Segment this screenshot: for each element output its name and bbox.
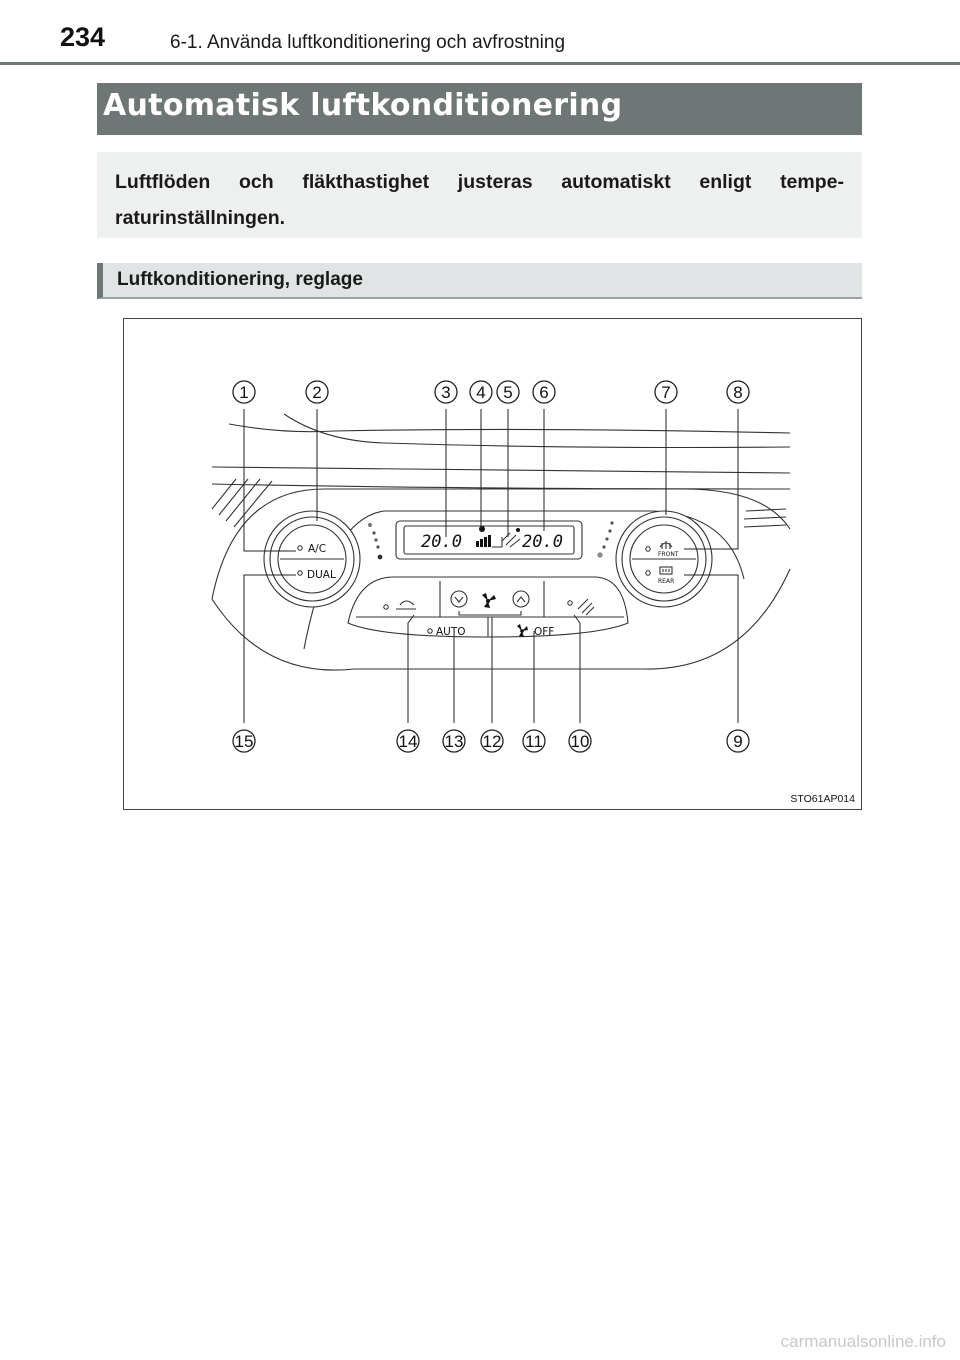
callout-3: [435, 381, 457, 403]
fan-down-icon: [451, 591, 467, 607]
rear-defrost-label: REAR: [658, 578, 675, 585]
front-defrost-label: FRONT: [658, 551, 679, 558]
callout-2: [306, 381, 328, 403]
vent-right: [744, 509, 786, 527]
callout-6: [533, 381, 555, 403]
callout-8: [727, 381, 749, 403]
svg-text:15: 15: [234, 732, 254, 751]
svg-text:4: 4: [476, 383, 486, 402]
watermark: carmanualsonline.info: [780, 1332, 946, 1351]
auto-button-label: AUTO: [436, 626, 466, 638]
svg-text:5: 5: [503, 383, 513, 402]
section-banner: [97, 83, 862, 135]
vent-left: [212, 479, 272, 527]
subsection-title: Luftkonditionering, reglage: [117, 269, 363, 290]
dash-line-mid2: [212, 484, 790, 489]
dash-line-mid: [212, 467, 790, 473]
callout-10: [569, 730, 591, 752]
callout-7: [655, 381, 677, 403]
intro-box: [97, 152, 862, 238]
svg-text:9: 9: [733, 732, 743, 751]
callout-13: [443, 730, 465, 752]
callout-12: [481, 730, 503, 752]
right-temp-dots: [597, 521, 613, 557]
section-title: Automatisk luftkonditionering: [103, 88, 623, 123]
ac-controls-figure: [123, 318, 862, 810]
svg-text:7: 7: [661, 383, 671, 402]
off-button-label: OFF: [534, 626, 555, 638]
chapter-title: 6-1. Använda luftkonditionering och avfrostning: [170, 32, 566, 53]
callout-14: [397, 730, 419, 752]
fan-up-icon: [513, 591, 529, 607]
callout-5: [497, 381, 519, 403]
svg-text:13: 13: [444, 732, 464, 751]
svg-text:14: 14: [398, 732, 418, 751]
header-rule: [0, 62, 960, 65]
ac-button-label: A/C: [308, 543, 327, 555]
callout-1: [233, 381, 255, 403]
dash-line-top: [229, 424, 790, 433]
callout-9: [727, 730, 749, 752]
svg-text:3: 3: [441, 383, 451, 402]
left-temp-knob: [264, 511, 360, 607]
right-temp-knob: [616, 511, 712, 607]
svg-text:6: 6: [539, 383, 549, 402]
callout-15: [233, 730, 255, 752]
svg-text:2: 2: [312, 383, 322, 402]
intro-text: Luftflöden och fläkthastighet justeras automatiskt enligt tempe-raturinställningen.: [115, 171, 844, 229]
figure-code: STO61AP014: [790, 793, 855, 805]
left-temp-dots: [368, 523, 382, 559]
svg-text:11: 11: [525, 732, 543, 751]
subsection-heading: [97, 263, 862, 299]
page-number: 234: [60, 22, 106, 52]
svg-text:8: 8: [733, 383, 743, 402]
svg-text:12: 12: [482, 732, 502, 751]
callout-11: [523, 730, 545, 752]
svg-text:1: 1: [239, 383, 249, 402]
callout-4: [470, 381, 492, 403]
lcd-right-temp: 20.0: [522, 532, 563, 552]
dual-button-label: DUAL: [307, 569, 336, 581]
ac-panel-illustration: [124, 319, 861, 809]
lcd-left-temp: 20.0: [421, 532, 462, 552]
svg-text:10: 10: [570, 732, 590, 751]
